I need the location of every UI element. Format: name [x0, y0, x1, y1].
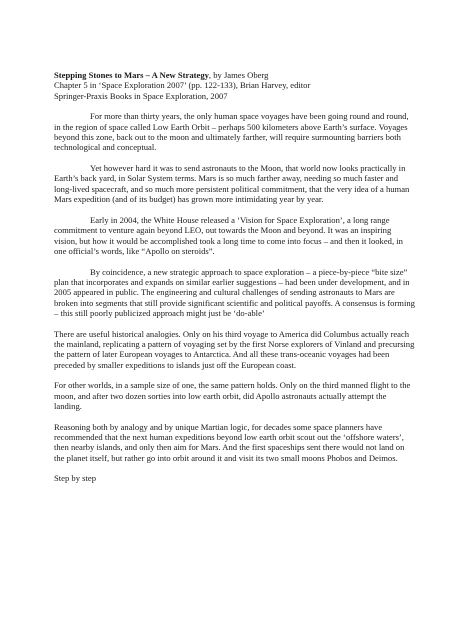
title-line: [54, 70, 416, 80]
paragraph: There are useful historical analogies. Only on his third voyage to America did Columbus actually reach the mainland, replicating a pattern of voyaging set by the first Norse explorers of Vinland and precursing the pattern of later European voyages to Antarctica. And all these trans-oceanic voyages had been preceded by smaller expeditions to islands just off the European coast.: [54, 328, 415, 370]
paragraph: Early in 2004, the White House released a ‘Vision for Space Exploration’, a long range commitment to venture again beyond LEO, out towards the Moon and beyond. It was an inspiring vision, but how it would be accomplished took a long time to come into focus – and then it looked, in one official’s words, like “Apollo on steroids”.: [54, 214, 403, 256]
section-heading: Step by step: [54, 473, 97, 484]
paragraph: For more than thirty years, the only human space voyages have been going round and round, in the region of space called Low Earth Orbit – perhaps 500 kilometers above Earth’s surface. Voyages beyond this zone, back out to the moon and ultimately farther, will require surmounting barriers both technological and conceptual.: [54, 111, 409, 153]
citation-header: [54, 70, 416, 101]
paragraph: By coincidence, a new strategic approach to space exploration – a piece-by-piece “bite size” plan that incorporates and expands on similar earlier suggestions – had been under development, and in 2005 appeared in public. The engineering and cultural challenges of sending astronauts to Mars are broken into segments that still provide significant scientific and political payoffs. A consensus is forming – this still poorly publicized approach might just be ‘do-able’: [54, 266, 415, 318]
paragraph: For other worlds, in a sample size of one, the same pattern holds. Only on the third manned flight to the moon, and after two dozen sorties into low earth orbit, did Apollo astronauts actually attempt the landing.: [54, 380, 411, 411]
chapter-line: Chapter 5 in ‘Space Exploration 2007’ (pp. 122-133), Brian Harvey, editor: [54, 80, 311, 91]
document-body: [54, 70, 416, 484]
paragraph: Reasoning both by analogy and by unique Martian logic, for decades some space planners have recommended that the next human expeditions beyond low earth orbit scout out the ‘offshore waters’, then nearby islands, and only then aim for Mars. And the first spaceships sent there would not land on the planet itself, but rather go into orbit around it and visit its two small moons Phobos and Deimos.: [54, 421, 405, 463]
paragraph: Yet however hard it was to send astronauts to the Moon, that world now looks practically in Earth’s back yard, in Solar System terms. Mars is so much farther away, needing so much faster and long-lived spacecraft, and so much more persistent political commitment, that the very idea of a human Mars expedition (and of its budget) has grown more intimidating year by year.: [54, 163, 410, 205]
publisher-line: Springer-Praxis Books in Space Exploration, 2007: [54, 90, 228, 101]
article-author: , by James Oberg: [208, 70, 269, 80]
article-title: Stepping Stones to Mars – A New Strategy: [54, 70, 209, 80]
